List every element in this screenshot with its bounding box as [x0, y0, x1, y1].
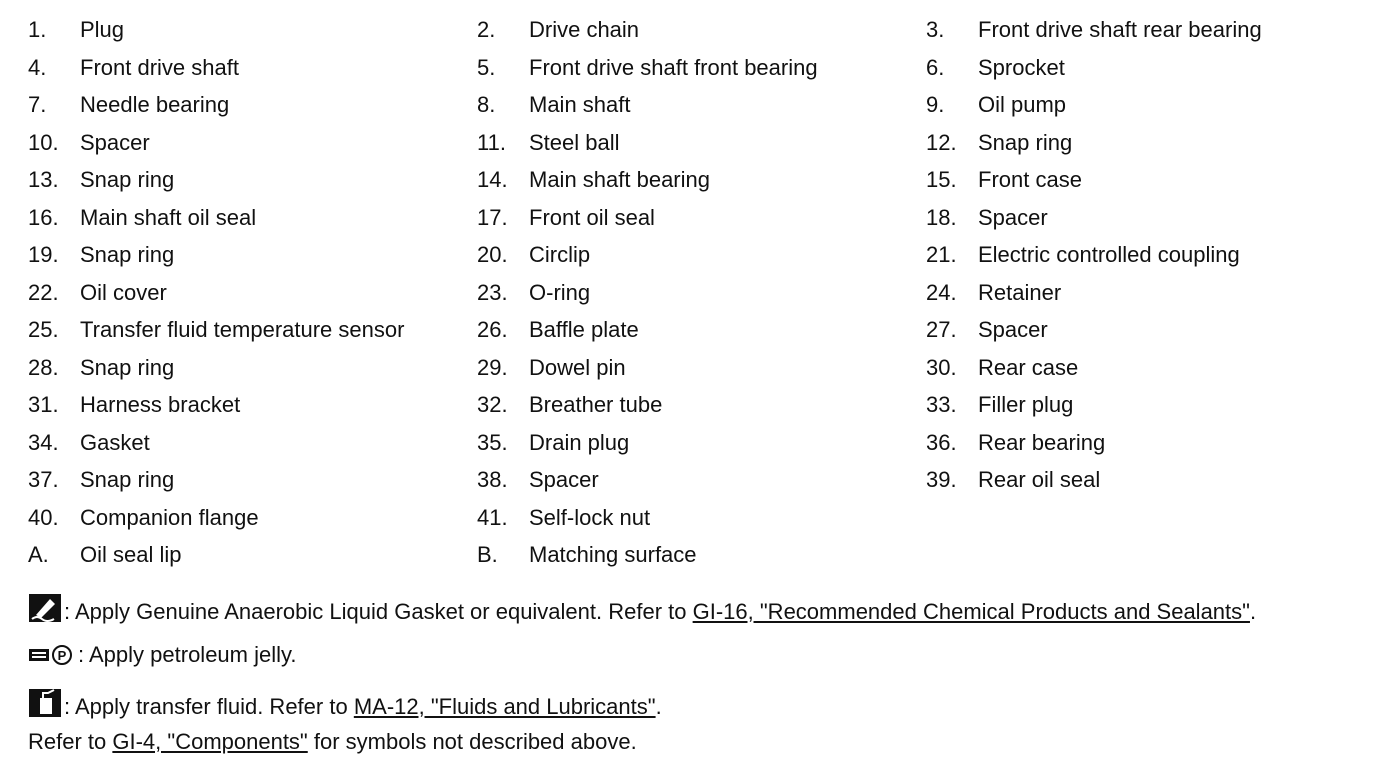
note-jelly-text: : Apply petroleum jelly. [78, 642, 297, 667]
part-item [477, 163, 710, 197]
part-item [477, 13, 639, 47]
part-item [926, 88, 1066, 122]
part-item [926, 201, 1048, 235]
part-name: Needle bearing [80, 92, 230, 117]
part-item [477, 88, 631, 122]
part-number: 19. [28, 242, 59, 267]
part-item [477, 276, 590, 310]
part-number: 5. [477, 54, 496, 80]
part-item [477, 238, 590, 272]
part-name: Companion flange [80, 504, 259, 530]
note-refer-end: for symbols not described above. [307, 729, 637, 754]
part-name: O-ring [529, 279, 591, 305]
part-name: Oil pump [978, 92, 1067, 117]
part-item [28, 313, 404, 347]
part-item [28, 51, 239, 85]
part-name: Rear oil seal [978, 467, 1101, 492]
part-name: Spacer [978, 204, 1048, 230]
part-item [28, 463, 174, 497]
part-number: B. [477, 542, 498, 567]
part-name: Rear bearing [978, 429, 1106, 455]
part-name: Spacer [529, 467, 599, 492]
link-ma-12[interactable]: MA-12, "Fluids and Lubricants" [353, 694, 656, 719]
part-name: Main shaft [529, 92, 631, 117]
part-name: Drain plug [529, 429, 630, 455]
note-fluid-end: . [655, 694, 662, 719]
part-name: Snap ring [978, 129, 1073, 155]
part-name: Spacer [978, 317, 1048, 342]
part-item [28, 276, 167, 310]
part-name: Dowel pin [529, 354, 626, 380]
part-name: Oil cover [80, 279, 167, 305]
part-number: 30. [926, 354, 957, 380]
part-number: 31. [28, 392, 59, 417]
link-gi-16[interactable]: GI-16, "Recommended Chemical Products and Sealants" [692, 599, 1250, 624]
part-number: 18. [926, 204, 957, 230]
part-name: Main shaft oil seal [80, 204, 257, 230]
part-number: 21. [926, 242, 957, 267]
part-item [477, 426, 629, 460]
part-item [926, 51, 1065, 85]
part-number: 37. [28, 467, 59, 492]
part-number: 25. [28, 317, 59, 342]
part-number: 26. [477, 317, 508, 342]
part-name: Self-lock nut [529, 504, 651, 530]
part-number: A. [28, 542, 49, 567]
part-item [477, 313, 639, 347]
part-number: 12. [926, 129, 957, 155]
note-gasket-end: . [1249, 599, 1257, 624]
note-petroleum-jelly [28, 640, 296, 674]
part-name: Filler plug [978, 392, 1074, 417]
part-name: Main shaft bearing [529, 167, 710, 192]
part-number: 29. [477, 354, 508, 380]
part-name: Electric controlled coupling [978, 242, 1240, 267]
part-number: 9. [926, 92, 945, 117]
part-item [28, 388, 240, 422]
part-item [28, 538, 181, 572]
part-number: 8. [477, 92, 496, 117]
part-item [477, 388, 662, 422]
part-item [926, 351, 1078, 385]
part-item [28, 163, 174, 197]
part-number: 24. [926, 279, 957, 305]
petroleum-jelly-icon [28, 644, 76, 674]
part-name: Snap ring [80, 242, 175, 267]
part-number: 34. [28, 429, 59, 455]
part-number: 41. [477, 504, 508, 530]
part-name: Gasket [80, 429, 150, 455]
part-name: Drive chain [529, 17, 640, 42]
part-item [926, 463, 1100, 497]
part-item [28, 426, 150, 460]
part-item [926, 276, 1061, 310]
note-transfer-fluid [28, 688, 662, 726]
note-refer-text: Refer to [28, 729, 113, 754]
part-name: Circlip [529, 242, 591, 267]
part-item [926, 238, 1240, 272]
part-number: 28. [28, 354, 59, 380]
part-number: 32. [477, 392, 508, 417]
part-number: 22. [28, 279, 59, 305]
part-name: Transfer fluid temperature sensor [80, 317, 405, 342]
part-item [477, 126, 620, 160]
part-item [28, 201, 256, 235]
part-name: Oil seal lip [80, 542, 182, 567]
note-fluid-text: : Apply transfer fluid. Refer to [64, 694, 354, 719]
part-name: Front drive shaft front bearing [529, 54, 818, 80]
part-name: Breather tube [529, 392, 663, 417]
part-name: Plug [80, 17, 125, 42]
part-number: 36. [926, 429, 957, 455]
part-item [28, 351, 174, 385]
part-number: 33. [926, 392, 957, 417]
part-item [28, 13, 124, 47]
part-number: 39. [926, 467, 957, 492]
part-number: 40. [28, 504, 59, 530]
part-item [926, 13, 1262, 47]
part-number: 2. [477, 17, 496, 42]
part-item [926, 388, 1073, 422]
part-name: Baffle plate [529, 317, 639, 342]
part-item [477, 201, 655, 235]
part-name: Sprocket [978, 54, 1065, 80]
part-name: Snap ring [80, 354, 175, 380]
part-item [926, 313, 1048, 347]
part-item [477, 501, 650, 535]
part-number: 1. [28, 17, 47, 42]
part-number: 7. [28, 92, 47, 117]
part-name: Snap ring [80, 467, 175, 492]
part-name: Front oil seal [529, 204, 655, 230]
part-number: 14. [477, 167, 508, 192]
part-name: Front drive shaft rear bearing [978, 17, 1262, 42]
liquid-gasket-icon [28, 593, 62, 631]
link-gi-4[interactable]: GI-4, "Components" [112, 729, 308, 754]
part-number: 23. [477, 279, 508, 305]
transfer-fluid-icon [28, 688, 62, 726]
part-number: 15. [926, 167, 957, 192]
part-item [926, 126, 1072, 160]
part-number: 3. [926, 17, 945, 42]
part-number: 20. [477, 242, 508, 267]
part-number: 38. [477, 467, 508, 492]
part-number: 6. [926, 54, 945, 80]
part-number: 4. [28, 54, 47, 80]
note-refer-components [28, 727, 637, 757]
part-number: 17. [477, 204, 508, 230]
part-name: Front drive shaft [80, 54, 239, 80]
svg-text:P: P [57, 648, 67, 663]
part-name: Steel ball [529, 129, 620, 155]
part-item [477, 463, 599, 497]
part-number: 16. [28, 204, 59, 230]
note-liquid-gasket [28, 593, 1256, 631]
note-gasket-text: : Apply Genuine Anaerobic Liquid Gasket or equivalent. Refer to [64, 599, 693, 624]
part-item [926, 163, 1082, 197]
part-name: Snap ring [80, 167, 175, 192]
part-item [28, 501, 259, 535]
part-item [477, 51, 818, 85]
part-name: Retainer [978, 279, 1062, 305]
part-number: 35. [477, 429, 508, 455]
part-name: Matching surface [529, 542, 697, 567]
part-number: 13. [28, 167, 59, 192]
part-name: Harness bracket [80, 392, 241, 417]
part-number: 10. [28, 129, 59, 155]
part-item [477, 538, 697, 572]
part-number: 11. [477, 129, 506, 155]
part-name: Front case [978, 167, 1082, 192]
part-item [926, 426, 1105, 460]
part-item [477, 351, 626, 385]
part-number: 27. [926, 317, 957, 342]
part-item [28, 126, 150, 160]
part-item [28, 88, 229, 122]
part-name: Rear case [978, 354, 1079, 380]
part-name: Spacer [80, 129, 150, 155]
part-item [28, 238, 174, 272]
